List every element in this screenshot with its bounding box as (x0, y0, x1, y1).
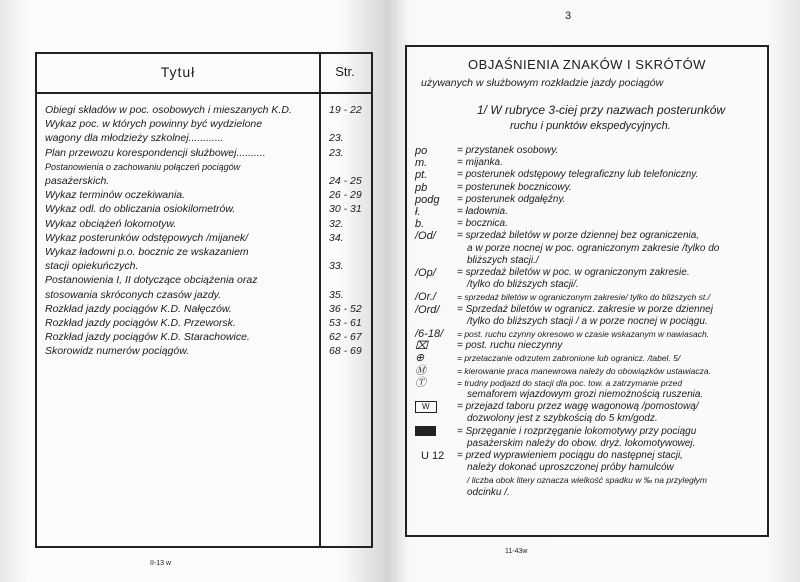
legend-symbol: W (415, 401, 437, 413)
legend-symbol: ł. (415, 206, 421, 218)
row-title-line: Plan przewozu korespondencji służbowej.......... (45, 146, 266, 159)
legend-symbol: m. (415, 157, 428, 170)
legend-subtitle: używanych w służbowym rozkładzie jazdy pociągów (421, 77, 664, 89)
legend-symbol: /Op/ (415, 267, 436, 279)
legend-symbol: podg (415, 193, 440, 206)
row-pages: 32. (329, 217, 344, 230)
legend-description: = mijanka. (457, 157, 503, 169)
section-heading-1: 1/ W rubryce 3-ciej przy nazwach posterunków (477, 103, 726, 117)
legend-description: = posterunek bocznicowy. (457, 181, 572, 193)
legend-description: = sprzedaż biletów w poc. w ograniczonym zakresie. (457, 267, 690, 278)
row-title-line: Rozkład jazdy pociągów K.D. Przeworsk. (45, 317, 236, 329)
row-pages: 26 - 29 (329, 189, 362, 202)
legend-description: a w porze nocnej w poc. ograniczonym zakresie /tylko do (467, 242, 720, 254)
legend-symbol: Ⓜ (415, 364, 426, 377)
legend-description: = post. ruchu czynny okresowo w czasie wskazanym w nawiasach. (457, 329, 710, 339)
row-title-line: Wykaz obciążeń lokomotyw. (45, 217, 177, 230)
column-divider (319, 54, 321, 546)
legend-symbol: U 12 (421, 450, 445, 462)
row-title-line: Rozkład jazdy pociągów K.D. Starachowice. (45, 331, 250, 344)
row-title-line: stacji opiekuńczych. (45, 260, 139, 273)
row-pages: 34. (329, 231, 344, 244)
legend-symbol: /6-18/ (415, 328, 444, 340)
row-title-line: Wykaz posterunków odstępowych /mijanek/ (45, 231, 249, 244)
row-title-line: Postanowienia I, II dotyczące obciążenia oraz (45, 274, 258, 287)
legend-symbol: /Ord/ (415, 303, 440, 316)
legend-symbol: /Or./ (415, 291, 436, 304)
legend-description: należy dokonać uproszczonej próby hamulców (467, 462, 674, 474)
row-title-line: Wykaz ładowni p.o. bocznic ze wskazaniem (45, 246, 249, 258)
legend-description: = posterunek odstępowy telegraficzny lub telefoniczny. (457, 169, 699, 181)
row-title-line: Obiegi składów w poc. osobowych i mieszanych K.D. (45, 104, 292, 116)
legend-description: = bocznica. (457, 218, 508, 230)
legend-symbol: /Od/ (415, 230, 436, 243)
legend-description: = Sprzedaż biletów w ogranicz. zakresie w porze dziennej (457, 303, 713, 315)
legend-box (405, 45, 769, 537)
legend-description: /tylko do bliższych stacji/. (467, 279, 579, 291)
legend-symbol: pb (415, 181, 428, 194)
legend-description: = przed wyprawieniem pociągu do następnej stacji, (457, 450, 683, 461)
row-title-line: Skorowidz numerów pociągów. (45, 345, 190, 358)
legend-title: OBJAŚNIENIA ZNAKÓW I SKRÓTÓW (468, 57, 706, 72)
legend-description: / liczba obok litery oznacza wielkość spadku w ‰ na przyległym (467, 475, 707, 486)
page-number: 3 (565, 10, 572, 22)
row-title-line: Wykaz poc. w których powinny być wydzielone (45, 118, 263, 131)
row-title-line: Wykaz odl. do obliczania osiokilometrów. (45, 203, 236, 216)
legend-description: = sprzedaż biletów w ograniczonym zakresie/ tylko do bliższych st./ (457, 292, 710, 303)
legend-description: /tylko do bliższych stacji / a w porze nocnej w pociągu. (467, 315, 708, 327)
column-header-pages: Str. (335, 64, 355, 79)
section-heading-2: ruchu i punktów ekspedycyjnych. (510, 120, 671, 132)
row-pages: 53 - 61 (329, 317, 362, 329)
row-pages: 23. (329, 146, 344, 159)
legend-description: dozwolony jest z szybkością do 5 km/godz. (467, 413, 658, 425)
legend-symbol: ⊕ (415, 352, 425, 365)
row-pages: 35. (329, 288, 344, 301)
left-page (0, 0, 385, 582)
legend-symbol: Ⓣ (415, 376, 426, 389)
legend-description: = post. ruchu nieczynny (457, 340, 563, 352)
contents-table (35, 52, 373, 548)
column-header-title: Tytuł (160, 64, 196, 80)
row-title-line: Postanowienia o zachowaniu połączeń pociągów (45, 161, 241, 172)
page-footer: II-13 w (150, 560, 172, 567)
row-title-line: Wykaz terminów oczekiwania. (45, 189, 186, 202)
legend-description: = sprzedaż biletów w porze dziennej bez ograniczenia, (457, 230, 700, 242)
legend-description: = Sprzęganie i rozprzęganie lokomotywy przy pociągu (457, 425, 697, 437)
legend-symbol: pt. (415, 169, 428, 182)
row-title-line: Rozkład jazdy pociągów K.D. Nałęczów. (45, 302, 232, 315)
legend-description: = trudny podjazd do stacji dla poc. tow. a zatrzymanie przed (457, 377, 683, 388)
row-pages: 68 - 69 (329, 345, 362, 358)
legend-description: semaforem wjazdowym grozi niemożnością ruszenia. (467, 389, 704, 400)
legend-symbol: ZZZ (415, 426, 436, 436)
row-pages: 30 - 31 (329, 203, 362, 216)
legend-description: = przejazd taboru przez wagę wagonową /pomostową/ (457, 401, 699, 413)
legend-description: pasażerskim należy do obow. drуż. lokomotywowej. (467, 437, 696, 449)
row-pages: 23. (329, 132, 344, 145)
row-pages: 33. (329, 260, 344, 273)
legend-symbol: ⌧ (415, 340, 428, 353)
legend-description: bliższych stacji./ (467, 254, 539, 266)
row-pages: 19 - 22 (329, 104, 362, 116)
legend-description: = posterunek odgałęźny. (457, 193, 566, 205)
row-title-line: wagony dla młodzieży szkolnej............ (45, 132, 224, 145)
legend-description: = ładownia. (457, 206, 508, 217)
row-title-line: stosowania skróconych czasów jazdy. (45, 288, 222, 301)
row-title-line: pasażerskich. (45, 175, 110, 187)
page-footer: 11-43w (505, 548, 528, 555)
legend-description: odcinku /. (467, 486, 510, 498)
row-pages: 24 - 25 (329, 175, 362, 187)
legend-description: = przystanek osobowy. (457, 145, 559, 156)
header-divider (37, 92, 371, 94)
legend-symbol: b. (415, 218, 425, 231)
row-pages: 36 - 52 (329, 302, 362, 315)
legend-symbol: po (415, 145, 428, 157)
legend-description: = kierowanie praca manewrowa należy do obowiązków ustawiacza. (457, 365, 711, 376)
row-pages: 62 - 67 (329, 331, 362, 344)
right-page (385, 0, 800, 582)
legend-description: = przetaczanie odrzutem zabronione lub ogranicz. /tabel. 5/ (457, 353, 681, 364)
